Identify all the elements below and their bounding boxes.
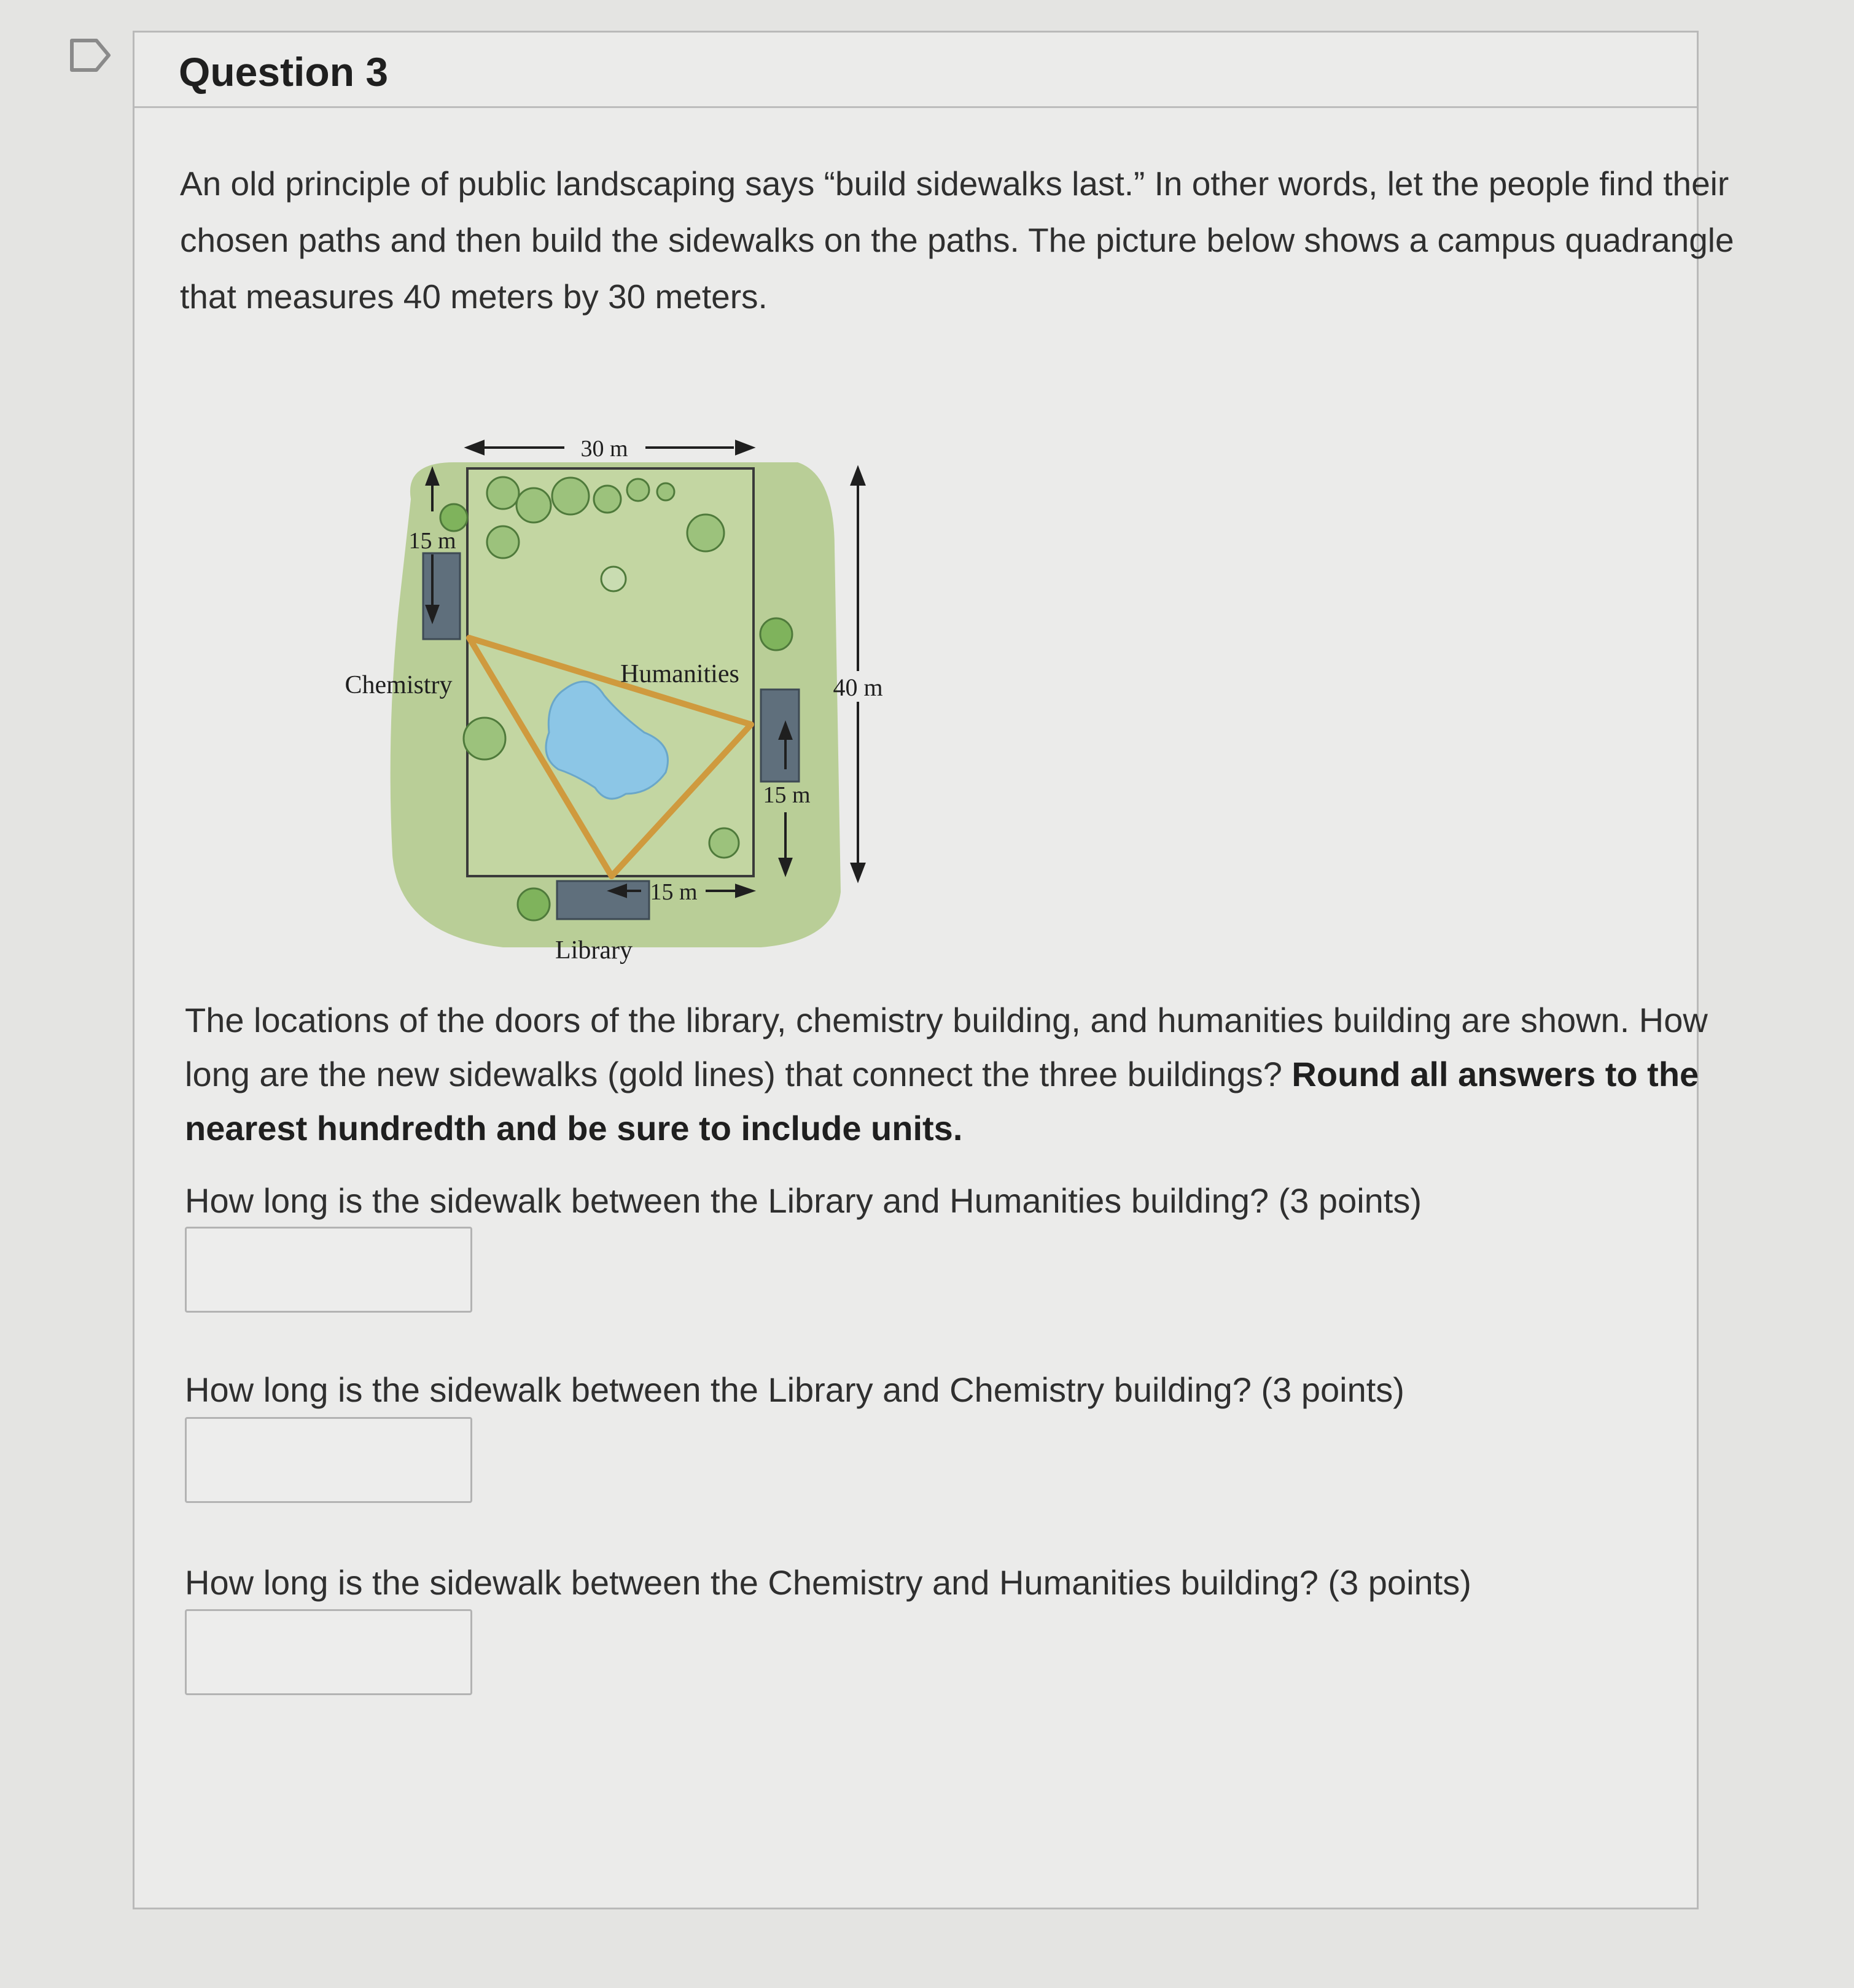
campus-quadrangle-figure (331, 425, 908, 978)
tree-icon (487, 526, 519, 558)
question-intro: An old principle of public landscaping says “build sidewalks last.” In other words, let the people find their chosen paths and then build the sidewalks on the paths. The picture below shows a campus quadrangle that measures 40 meters by 30 meters. (180, 165, 1734, 316)
height-label: 40 m (833, 674, 883, 701)
tree-icon (552, 478, 589, 514)
answer-input-chemistry-humanities[interactable] (185, 1609, 472, 1695)
tree-icon (487, 477, 519, 509)
question-header (134, 33, 1697, 108)
tree-icon (440, 504, 467, 531)
bookmark-icon[interactable] (69, 38, 112, 72)
tree-icon (516, 488, 551, 522)
library-label: Library (555, 936, 633, 965)
subquestion-library-humanities: How long is the sidewalk between the Library and Humanities building? (3 points) (185, 1181, 1422, 1220)
chemistry-offset-label: 15 m (408, 528, 456, 554)
tree-icon (657, 483, 674, 500)
humanities-label: Humanities (620, 660, 739, 688)
chemistry-label: Chemistry (345, 671, 453, 699)
prompt-text: The locations of the doors of the library, chemistry building, and humanities building are shown. How long are the new sidewalks (gold lines) that connect the three buildings? (185, 1001, 1708, 1093)
subquestion-chemistry-humanities: How long is the sidewalk between the Chemistry and Humanities building? (3 points) (185, 1563, 1471, 1602)
question-title: Question 3 (179, 49, 389, 95)
tree-icon (464, 718, 505, 759)
tree-icon (601, 567, 626, 591)
tree-icon (760, 618, 792, 650)
library-building (557, 881, 649, 919)
tree-icon (594, 486, 621, 513)
tree-icon (627, 479, 649, 501)
prompt-bold-instruction: Round all answers to the nearest hundredth and be sure to include units. (185, 1055, 1699, 1147)
tree-icon (518, 888, 550, 920)
width-label: 30 m (580, 436, 628, 462)
tree-icon (709, 828, 739, 858)
answer-input-library-chemistry[interactable] (185, 1417, 472, 1503)
humanities-offset-label: 15 m (763, 782, 811, 808)
library-offset-label: 15 m (650, 879, 698, 905)
subquestion-library-chemistry: How long is the sidewalk between the Library and Chemistry building? (3 points) (185, 1370, 1404, 1409)
question-prompt (185, 993, 1757, 1155)
answer-input-library-humanities[interactable] (185, 1227, 472, 1313)
chemistry-building (423, 553, 460, 639)
tree-icon (687, 514, 724, 551)
question-card (133, 31, 1734, 1909)
